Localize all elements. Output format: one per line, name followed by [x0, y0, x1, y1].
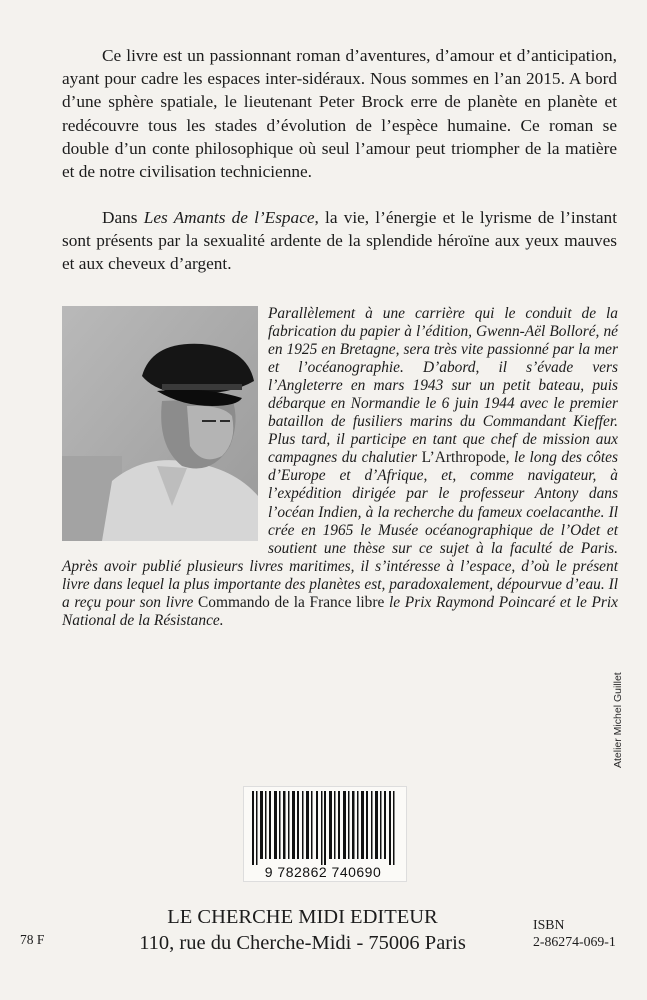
ship-name: L’Arthropode	[421, 449, 506, 467]
barcode-number: 9 782862 740690	[264, 864, 382, 880]
isbn-label: ISBN	[533, 917, 565, 932]
previous-book-title: Commando de la France libre	[198, 593, 385, 611]
photo-credit: Atelier Michel Guillet	[612, 672, 624, 768]
novel-title: Les Amants de l’Espace	[143, 208, 315, 227]
author-biography	[62, 305, 618, 630]
isbn-number: 2-86274-069-1	[533, 934, 616, 949]
isbn-block	[533, 916, 616, 950]
publisher-name: LE CHERCHE MIDI EDITEUR	[167, 906, 438, 928]
bio-text-3: le Prix Raymond Poincaré et le Prix National de la Résistance.	[62, 593, 619, 629]
blurb-paragraph-2-rest: , la vie, l’énergie et le lyrisme de l’instant sont présents par la sexualité ardente de la splendide héroïne aux yeux mauves et aux cheveux d’argent.	[62, 208, 617, 274]
blurb-paragraph-2	[62, 206, 617, 276]
blurb-paragraph-1: Ce livre est un passionnant roman d’aventures, d’amour et d’anticipation, ayant pour cadre les espaces inter-sidéraux. Nous sommes en l’an 2015. A bord d’une sphère spatiale, le lieutenant Peter Brock erre de planète en planète et redécouvre tous les stades d’évolution de l’espèce humaine. Ce roman se double d’un conte philosophique où seul l’amour peut triompher de la matière et de notre civilisation technicienne.	[62, 46, 617, 182]
barcode-bars	[250, 791, 400, 865]
publisher-block	[60, 904, 545, 956]
bio-text-1: Parallèlement à une carrière qui le conduit de la fabrication du papier à l’édition, Gwenn-Aël Bolloré, né en 1925 en Bretagne, sera très vite passionné par la mer et l’océanographie. D’abord, il s’évade vers l’Angleterre en mars 1943 sur un petit bateau, puis débarque en Normandie le 6 juin 1944 avec le premier bataillon de fusiliers marins du Commandant Kieffer. Plus tard, il participe en tant que chef de mission aux campagnes du chalutier	[268, 305, 618, 467]
photo-text-wrap	[62, 305, 268, 543]
blurb-paragraph-2-intro: Dans	[102, 208, 144, 227]
publisher-address: 110, rue du Cherche-Midi - 75006 Paris	[139, 932, 466, 954]
bio-text-2: , le long des côtes d’Europe et d’Afrique, et, comme navigateur, à l’expédition dirigée par le professeur Antony dans l’océan Indien, à la recherche du fameux coelacanthe. Il crée en 1965 le Musée océanographique de l’Odet et soutient une thèse sur ce sujet à la faculté de Paris. Après avoir publié plusieurs livres maritimes, il s’intéresse à l’espace, d’où le présent livre dans lequel la plus importante des planètes est, paradoxalement, dépourvue d’eau. Il a reçu pour son livre	[62, 449, 618, 611]
price: 78 F	[20, 932, 45, 947]
